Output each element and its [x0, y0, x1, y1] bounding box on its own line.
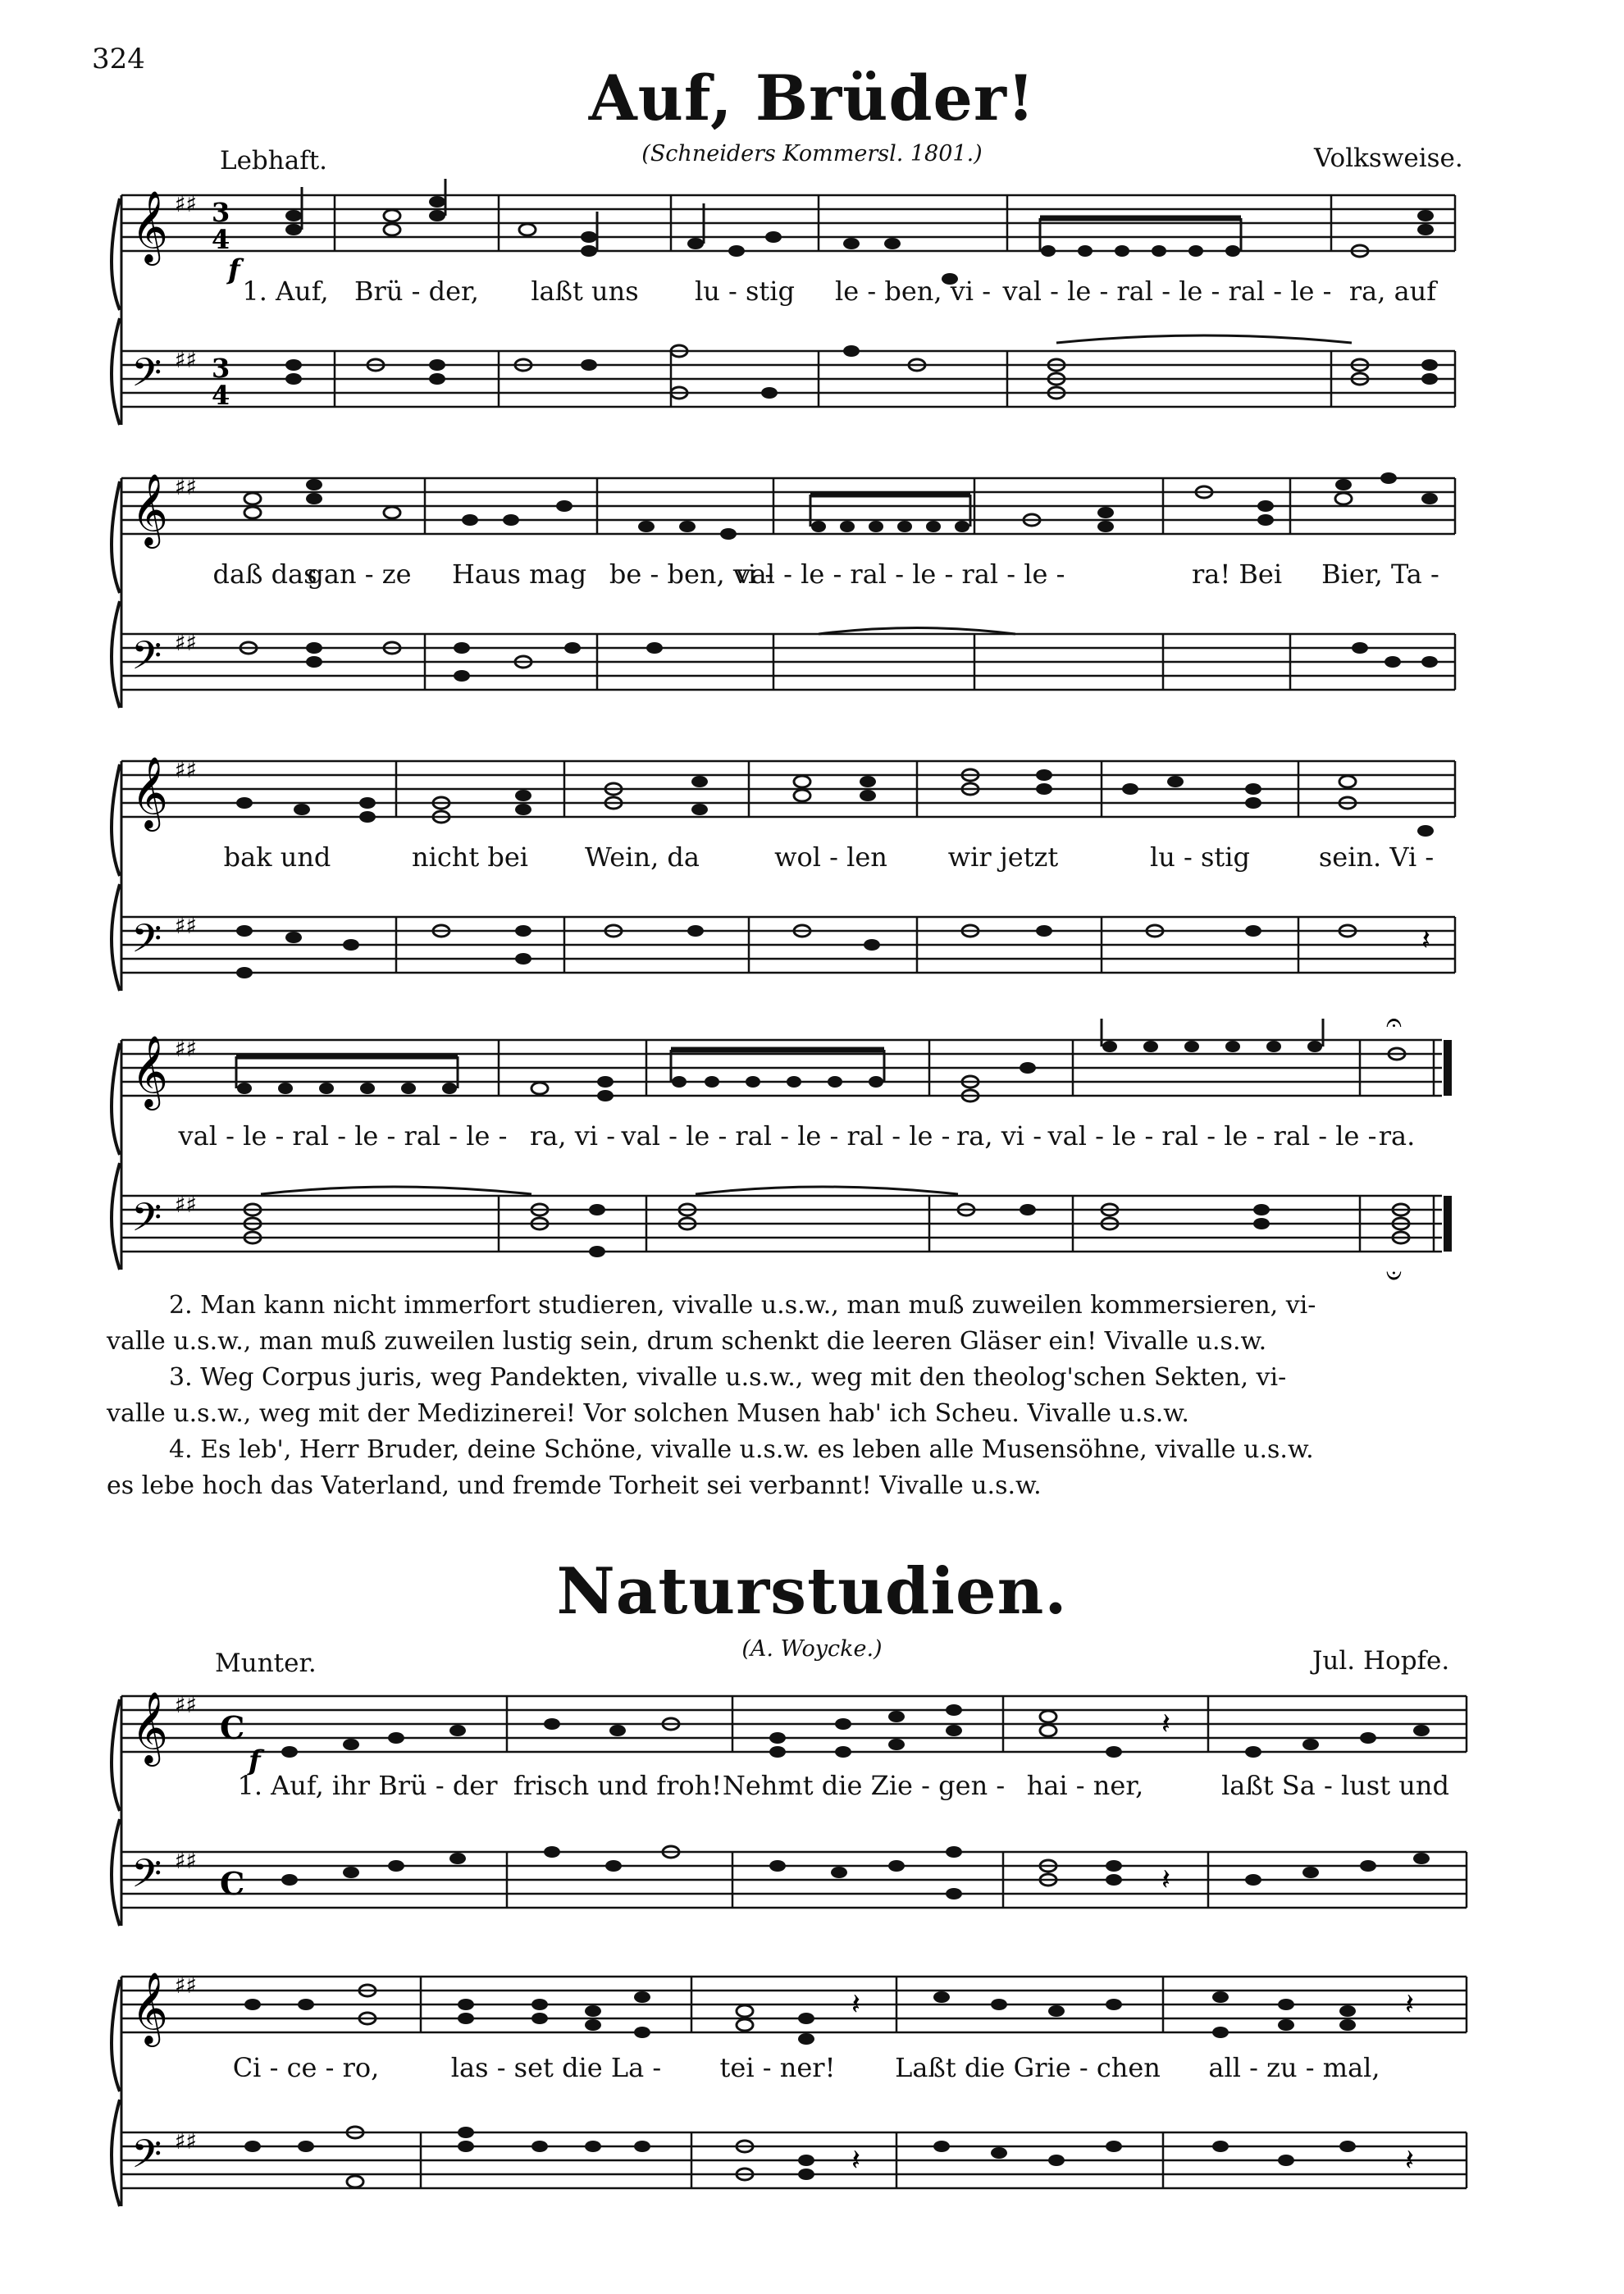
music-system-3 [97, 745, 1471, 1007]
lyric-syllable: Ci - ce - ro, [232, 2052, 380, 2083]
lyric-syllable: be - ben, vi - [609, 559, 774, 590]
staff-graphic [97, 1960, 1471, 2223]
key-signature-icon: ♯♯ [175, 473, 198, 500]
tempo-marking: Munter. [215, 1649, 317, 1678]
lyric-syllable: las - set die La - [450, 2052, 662, 2083]
treble-clef-icon: 𝄞 [131, 472, 168, 545]
time-signature: C [220, 1865, 245, 1902]
verse-line: 4. Es leb', Herr Bruder, deine Schöne, vivalle u.s.w. es leben alle Musensöhne, vivalle u.s.w. [169, 1435, 1314, 1464]
rest-icon: 𝄽 [1421, 924, 1431, 957]
lyric-syllable: frisch und froh! [513, 1770, 723, 1801]
music-system-1 [97, 179, 1471, 441]
lyric-syllable: Brü - der, [354, 276, 479, 307]
key-signature-icon: ♯♯ [175, 1691, 198, 1718]
lyric-syllable: ra! Bei [1191, 559, 1283, 590]
composer: Volksweise. [1314, 144, 1463, 173]
song-title: Naturstudien. [556, 1554, 1068, 1629]
bass-clef-icon: 𝄢 [131, 632, 162, 688]
music-system-5 [97, 1680, 1471, 1942]
lyric-line [97, 559, 1471, 591]
verse-line: 2. Man kann nicht immerfort studieren, vivalle u.s.w., man muß zuweilen kommersieren, vi- [169, 1291, 1316, 1320]
treble-clef-icon: 𝄞 [131, 1034, 168, 1107]
time-signature-bottom: 4 [212, 380, 230, 411]
lyric-syllable: nicht bei [411, 841, 529, 873]
bass-clef-icon: 𝄢 [131, 915, 162, 971]
composer: Jul. Hopfe. [1312, 1646, 1450, 1676]
lyric-syllable: Laßt die Grie - chen [895, 2052, 1161, 2083]
music-system-2 [97, 462, 1471, 724]
lyric-syllable: val - le - ral - le - ral - le - [1002, 276, 1332, 307]
time-signature-bottom: 4 [212, 224, 230, 255]
fermata-icon: 𝄐 [1386, 1006, 1402, 1039]
lyric-syllable: val - le - ral - le - ral - le - [1047, 1120, 1377, 1152]
lyric-syllable: hai - ner, [1026, 1770, 1144, 1801]
lyric-syllable: Nehmt die Zie - gen - [722, 1770, 1006, 1801]
treble-clef-icon: 𝄞 [131, 755, 168, 828]
lyric-line [97, 276, 1471, 308]
lyric-syllable: ra, vi - [956, 1120, 1042, 1152]
lyric-syllable: le - ben, vi - [835, 276, 991, 307]
lyric-syllable: val - le - ral - le - ral - le - [178, 1120, 508, 1152]
lyric-syllable: sein. Vi - [1318, 841, 1435, 873]
key-signature-icon: ♯♯ [175, 756, 198, 783]
key-signature-icon: ♯♯ [175, 1035, 198, 1062]
lyric-syllable: wol - len [774, 841, 887, 873]
staff-graphic [97, 1006, 1471, 1292]
staff-graphic [97, 462, 1471, 724]
verse-line: 3. Weg Corpus juris, weg Pandekten, vivalle u.s.w., weg mit den theolog'schen Sekten, vi- [169, 1363, 1287, 1392]
lyric-line [97, 2052, 1471, 2085]
treble-staff-lines [121, 195, 1455, 251]
verse-line: valle u.s.w., man muß zuweilen lustig sein, drum schenkt die leeren Gläser ein! Vivalle u.s.w. [107, 1327, 1267, 1356]
rest-icon: 𝄽 [851, 1988, 861, 2022]
lyric-syllable: daß das [212, 559, 317, 590]
music-system-4 [97, 1006, 1471, 1292]
verse-line: valle u.s.w., weg mit der Medizinerei! Vor solchen Musen hab' ich Scheu. Vivalle u.s.w. [107, 1399, 1189, 1428]
treble-clef-icon: 𝄞 [131, 1971, 168, 2044]
key-signature-icon: ♯♯ [175, 2128, 198, 2155]
staff-graphic [97, 1680, 1471, 1942]
dynamic-forte: f [249, 1744, 261, 1777]
lyric-syllable: laßt uns [531, 276, 639, 307]
lyric-syllable: ra, vi - [529, 1120, 616, 1152]
lyric-syllable: bak und [223, 841, 331, 873]
song-title: Auf, Brüder! [588, 62, 1036, 135]
lyric-syllable: laßt Sa - lust und [1221, 1770, 1449, 1801]
time-signature: C [220, 1709, 245, 1746]
bass-clef-icon: 𝄢 [131, 349, 162, 405]
treble-clef-icon: 𝄞 [131, 1690, 168, 1763]
rest-icon: 𝄽 [1405, 1988, 1415, 2022]
lyric-syllable: 1. Auf, [242, 276, 329, 307]
lyric-syllable: all - zu - mal, [1208, 2052, 1380, 2083]
key-signature-icon: ♯♯ [175, 912, 198, 939]
bass-clef-icon: 𝄢 [131, 2131, 162, 2187]
additional-verses [107, 1288, 1468, 1504]
rest-icon: 𝄽 [1161, 1863, 1171, 1897]
lyric-syllable: val - le - ral - le - ral - le - [621, 1120, 951, 1152]
lyric-line [97, 1120, 1471, 1153]
lyric-syllable: val - le - ral - le - ral - le - [736, 559, 1065, 590]
lyric-syllable: ra, auf [1348, 276, 1437, 307]
stems-and-beams [302, 179, 1352, 343]
bass-clef-icon: 𝄢 [131, 1194, 162, 1250]
lyric-syllable: gan - ze [307, 559, 412, 590]
key-signature-icon: ♯♯ [175, 629, 198, 656]
time-signature-top: 3 [212, 353, 230, 384]
page-number: 324 [92, 43, 145, 75]
lyric-syllable: Bier, Ta - [1321, 559, 1439, 590]
fermata-icon: 𝄑 [1386, 1259, 1402, 1292]
lyric-syllable: wir jetzt [947, 841, 1059, 873]
rest-icon: 𝄽 [1405, 2144, 1415, 2178]
key-signature-icon: ♯♯ [175, 1847, 198, 1874]
lyric-line [97, 1770, 1471, 1803]
lyric-syllable: lu - stig [695, 276, 795, 307]
rest-icon: 𝄽 [851, 2144, 861, 2178]
key-signature-icon: ♯♯ [175, 1972, 198, 1999]
treble-clef-icon: 𝄞 [131, 189, 168, 262]
bass-clef-icon: 𝄢 [131, 1850, 162, 1906]
lyric-syllable: ra. [1378, 1120, 1416, 1152]
song-source: (Schneiders Kommersl. 1801.) [641, 141, 983, 166]
lyric-syllable: lu - stig [1150, 841, 1250, 873]
lyric-syllable: Wein, da [585, 841, 700, 873]
song-source: (A. Woycke.) [741, 1636, 883, 1662]
staff-graphic [97, 179, 1471, 441]
key-signature-icon: ♯♯ [175, 346, 198, 373]
bass-staff-lines [121, 351, 1455, 407]
verse-line: es lebe hoch das Vaterland, und fremde Torheit sei verbannt! Vivalle u.s.w. [107, 1471, 1042, 1500]
dynamic-forte: f [228, 253, 240, 286]
lyric-syllable: 1. Auf, ihr Brü - der [237, 1770, 498, 1801]
lyric-syllable: Haus mag [451, 559, 587, 590]
time-signature-top: 3 [212, 197, 230, 228]
tempo-marking: Lebhaft. [220, 146, 328, 176]
key-signature-icon: ♯♯ [175, 190, 198, 217]
music-system-6 [97, 1960, 1471, 2223]
rest-icon: 𝄽 [1161, 1708, 1171, 1741]
lyric-syllable: tei - ner! [719, 2052, 836, 2083]
staff-graphic [97, 745, 1471, 1007]
key-signature-icon: ♯♯ [175, 1191, 198, 1218]
lyric-line [97, 841, 1471, 874]
